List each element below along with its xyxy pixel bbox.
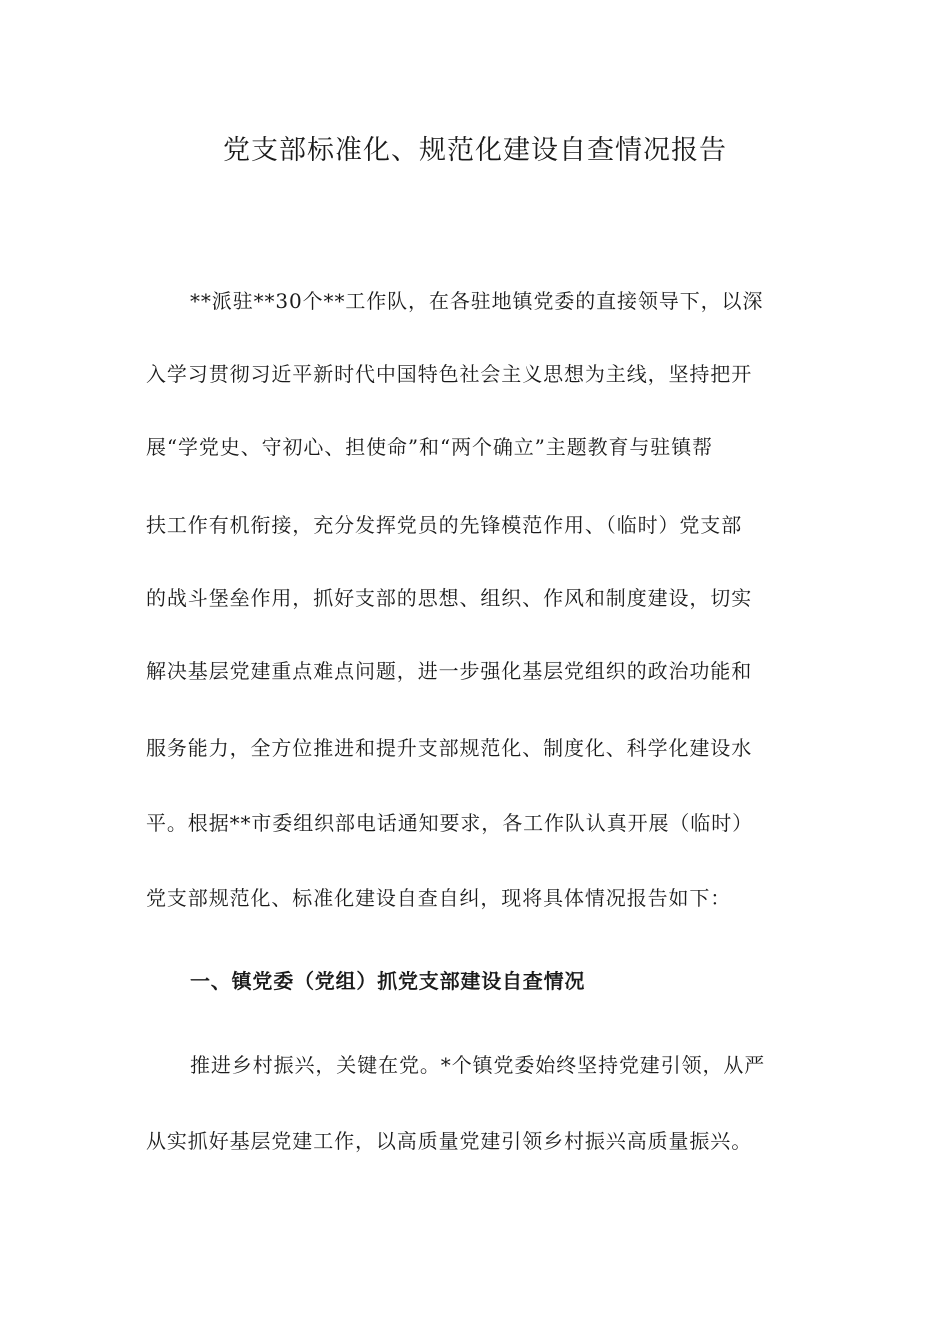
- paragraph-line: 展“学党史、守初心、担使命”和“两个确立”主题教育与驻镇帮: [146, 435, 713, 459]
- paragraph-line: 扶工作有机衔接，充分发挥党员的先锋模范作用、（临时）党支部: [146, 513, 743, 537]
- paragraph-line: 推进乡村振兴，关键在党。*个镇党委始终坚持党建引领，从严: [190, 1053, 766, 1077]
- section-heading: 一、镇党委（党组）抓党支部建设自查情况: [190, 969, 586, 993]
- paragraph-line: 的战斗堡垒作用，抓好支部的思想、组织、作风和制度建设，切实: [146, 586, 753, 610]
- paragraph-line: 服务能力，全方位推进和提升支部规范化、制度化、科学化建设水: [146, 736, 753, 760]
- paragraph-line: 党支部规范化、标准化建设自查自纠，现将具体情况报告如下：: [146, 886, 732, 910]
- paragraph-line: 从实抓好基层党建工作，以高质量党建引领乡村振兴高质量振兴。: [146, 1129, 753, 1153]
- paragraph-line: 入学习贯彻习近平新时代中国特色社会主义思想为主线，坚持把开: [146, 362, 753, 386]
- paragraph-line: 解决基层党建重点难点问题，进一步强化基层党组织的政治功能和: [146, 659, 753, 683]
- paragraph-line: 平。根据**市委组织部电话通知要求，各工作队认真开展（临时）: [146, 811, 753, 835]
- paragraph-line: **派驻**30个**工作队，在各驻地镇党委的直接领导下，以深: [190, 289, 764, 313]
- document-title: 党支部标准化、规范化建设自查情况报告: [223, 135, 727, 166]
